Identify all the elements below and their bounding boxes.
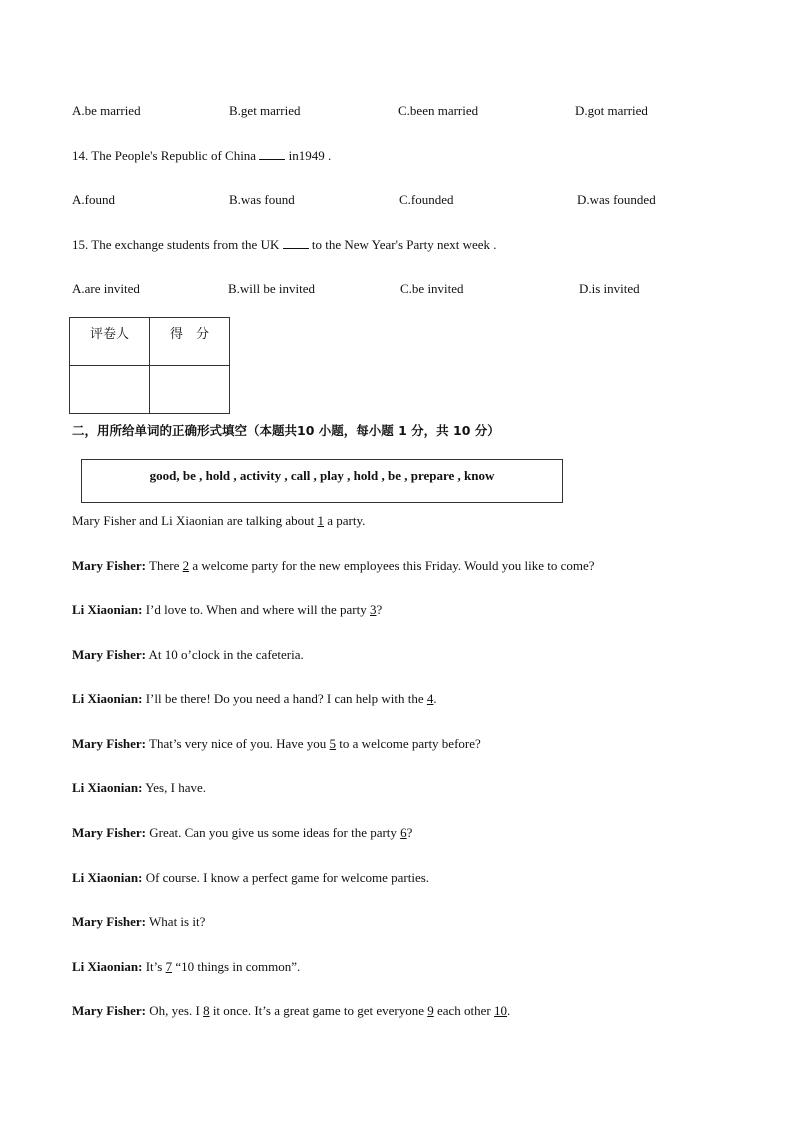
q15-blank <box>283 238 309 249</box>
q15-option-a: A.are invited <box>72 281 140 296</box>
q14-stem-before: 14. The People's Republic of China <box>72 148 257 163</box>
line-text: I’ll be there! Do you need a hand? I can help with the <box>142 691 427 706</box>
blank-number: 9 <box>427 1003 434 1018</box>
speaker-label: Mary Fisher: <box>72 558 147 573</box>
dialogue-line <box>72 647 304 663</box>
q14-stem <box>72 148 331 164</box>
line-text: Oh, yes. I <box>146 1003 204 1018</box>
line-text: That’s very nice of you. Have you <box>146 736 330 751</box>
dialogue-line <box>72 870 429 886</box>
line-text: Great. Can you give us some ideas for the party <box>146 825 401 840</box>
line-text: “10 things in common”. <box>172 959 301 974</box>
blank-number: 8 <box>203 1003 210 1018</box>
speaker-label: Mary Fisher: <box>72 825 147 840</box>
q13-option-c: C.been married <box>398 103 479 118</box>
blank-number: 5 <box>329 736 337 751</box>
q14-option-c: C.founded <box>399 192 454 207</box>
q15-stem-before: 15. The exchange students from the UK <box>72 237 280 252</box>
section-2-title: 二，用所给单词的正确形式填空（本题共10 小题，每小题 1 分，共 10 分） <box>72 423 500 438</box>
speaker-label: Mary Fisher: <box>72 914 147 929</box>
score-header: 得 分 <box>150 318 230 366</box>
q15-option-b: B.will be invited <box>228 281 316 296</box>
q15-option-d: D.is invited <box>579 281 640 296</box>
q14-blank <box>259 149 285 160</box>
dialogue-line <box>72 736 481 752</box>
q13-option-a: A.be married <box>72 103 141 118</box>
q15-stem-after: to the New Year's Party next week . <box>311 237 497 252</box>
line-text: At 10 o’clock in the cafeteria. <box>146 647 304 662</box>
speaker-label: Li Xiaonian: <box>72 870 143 885</box>
q15-stem <box>72 237 497 253</box>
line-text: a welcome party for the new employees this Friday. Would you like to come? <box>189 558 595 573</box>
line-text: it once. It’s a great game to get everyone <box>209 1003 428 1018</box>
blank-number: 1 <box>317 513 324 528</box>
line-text: . <box>507 1003 511 1018</box>
blank-number: 2 <box>182 558 190 573</box>
speaker-label: Mary Fisher: <box>72 736 147 751</box>
speaker-label: Li Xiaonian: <box>72 959 143 974</box>
q15-option-c: C.be invited <box>400 281 464 296</box>
score-cell[interactable] <box>150 366 230 414</box>
speaker-label: Li Xiaonian: <box>72 780 143 795</box>
blank-number: 4 <box>426 691 434 706</box>
grader-header: 评卷人 <box>70 318 150 366</box>
line-text: ? <box>406 825 413 840</box>
line-text: each other <box>433 1003 495 1018</box>
line-text: Of course. I know a perfect game for welcome parties. <box>142 870 430 885</box>
line-text: What is it? <box>146 914 206 929</box>
q14-option-d: D.was founded <box>577 192 656 207</box>
q14-option-b: B.was found <box>229 192 295 207</box>
line-text: ? <box>376 602 383 617</box>
blank-number: 10 <box>494 1003 508 1018</box>
speaker-label: Li Xiaonian: <box>72 602 143 617</box>
line-text: There <box>146 558 183 573</box>
grader-cell[interactable] <box>70 366 150 414</box>
intro-text: Mary Fisher and Li Xiaonian are talking about <box>72 513 318 528</box>
blank-number: 3 <box>370 602 377 617</box>
grader-score-table <box>69 317 230 414</box>
dialogue-line <box>72 1003 510 1019</box>
intro-text: a party. <box>324 513 366 528</box>
dialogue-intro <box>72 513 365 529</box>
dialogue-line <box>72 780 206 796</box>
dialogue-line <box>72 825 412 841</box>
word-bank-box: good, be , hold , activity , call , play , hold , be , prepare , know <box>81 459 563 503</box>
q14-stem-after: in1949 . <box>288 148 332 163</box>
dialogue-line <box>72 602 382 618</box>
q14-option-a: A.found <box>72 192 115 207</box>
blank-number: 6 <box>400 825 407 840</box>
q13-option-d: D.got married <box>575 103 648 118</box>
speaker-label: Mary Fisher: <box>72 647 147 662</box>
dialogue-line <box>72 914 205 930</box>
dialogue-line <box>72 691 437 707</box>
speaker-label: Li Xiaonian: <box>72 691 143 706</box>
line-text: to a welcome party before? <box>336 736 481 751</box>
line-text: Yes, I have. <box>142 780 206 795</box>
blank-number: 7 <box>165 959 173 974</box>
dialogue-line <box>72 959 300 975</box>
dialogue-line <box>72 558 595 574</box>
line-text: . <box>433 691 437 706</box>
line-text: It’s <box>142 959 166 974</box>
q13-option-b: B.get married <box>229 103 301 118</box>
line-text: I’d love to. When and where will the party <box>142 602 370 617</box>
speaker-label: Mary Fisher: <box>72 1003 147 1018</box>
